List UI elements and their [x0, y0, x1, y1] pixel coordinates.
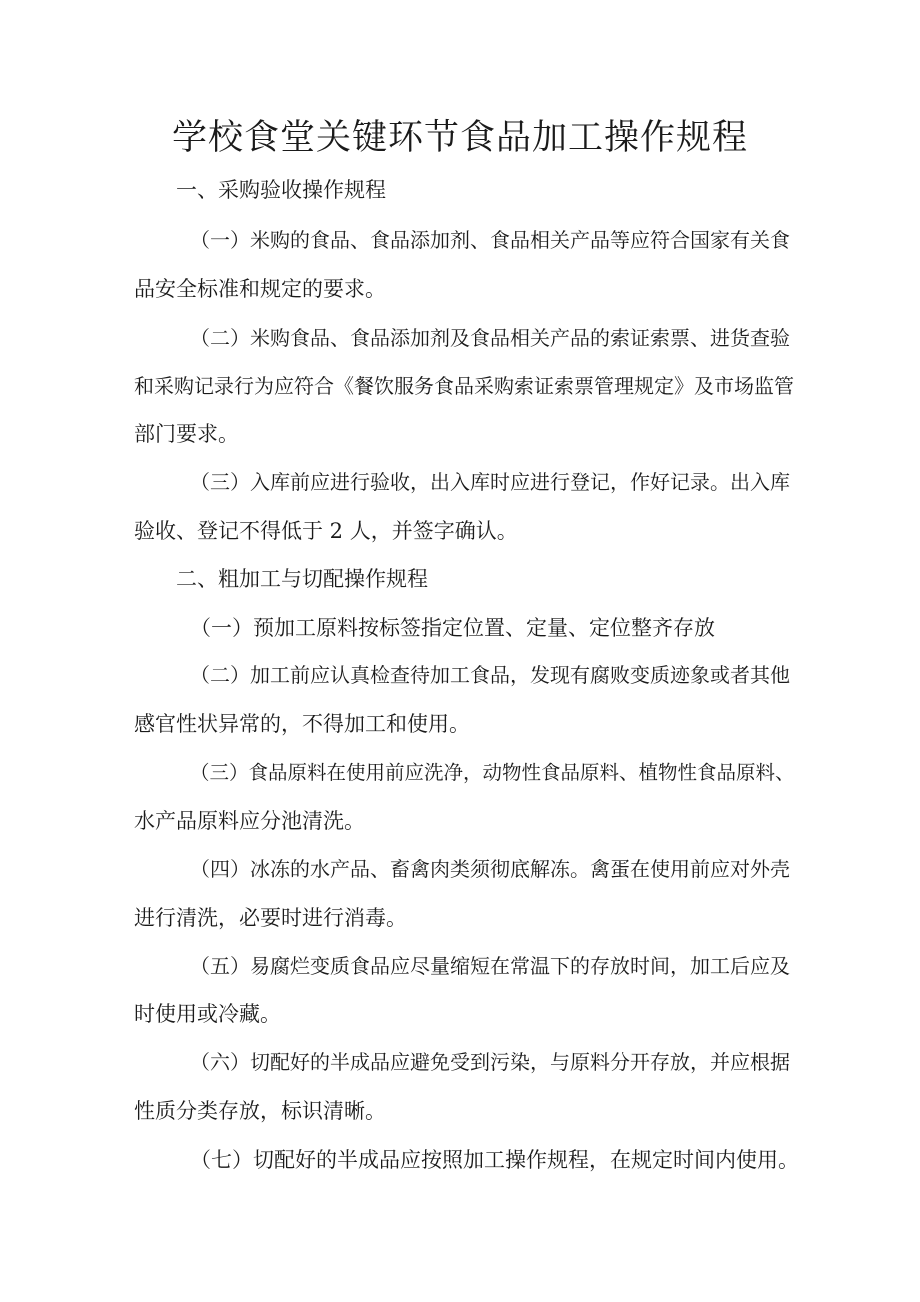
paragraph-line: （一）预加工原料按标签指定位置、定量、定位整齐存放 — [190, 616, 715, 640]
document-title: 学校食堂关键环节食品加工操作规程 — [171, 118, 748, 158]
paragraph-line: （七）切配好的半成品应按照加工操作规程，在规定时间内使用。 — [190, 1148, 799, 1172]
paragraph-line: 部门要求。 — [134, 422, 239, 446]
paragraph-line: （一）米购的食品、食品添加剂、食品相关产品等应符合国家有关食 — [190, 228, 790, 252]
paragraph-line: 验收、登记不得低于 2 人，并签字确认。 — [134, 519, 518, 543]
paragraph-line: 性质分类存放，标识清晰。 — [134, 1099, 386, 1123]
paragraph-line: 品安全标准和规定的要求。 — [134, 277, 386, 301]
paragraph-line: （二）米购食品、食品添加剂及食品相关产品的索证索票、进货查验 — [190, 326, 790, 350]
paragraph-line: （三）食品原料在使用前应洗净，动物性食品原料、植物性食品原料、 — [190, 761, 795, 784]
section-heading: 一、采购验收操作规程 — [176, 178, 386, 202]
section-heading: 二、粗加工与切配操作规程 — [176, 567, 428, 591]
paragraph-line: 感官性状异常的，不得加工和使用。 — [134, 712, 470, 736]
paragraph-line: 水产品原料应分池清洗。 — [134, 809, 365, 833]
paragraph-line: （二）加工前应认真检查待加工食品，发现有腐败变质迹象或者其他 — [190, 663, 790, 687]
paragraph-line: 和采购记录行为应符合《餐饮服务食品采购索证索票管理规定》及市场监管 — [134, 374, 794, 398]
paragraph-line: （三）入库前应进行验收，出入库时应进行登记，作好记录。出入库 — [190, 470, 790, 494]
paragraph-line: （六）切配好的半成品应避免受到污染，与原料分开存放，并应根据 — [190, 1050, 790, 1074]
paragraph-line: 时使用或冷藏。 — [134, 1002, 281, 1026]
paragraph-line: （四）冰冻的水产品、畜禽肉类须彻底解冻。禽蛋在使用前应对外壳 — [190, 857, 790, 881]
paragraph-line: （五）易腐烂变质食品应尽量缩短在常温下的存放时间，加工后应及 — [190, 954, 790, 978]
paragraph-line: 进行清洗，必要时进行消毒。 — [134, 906, 407, 930]
